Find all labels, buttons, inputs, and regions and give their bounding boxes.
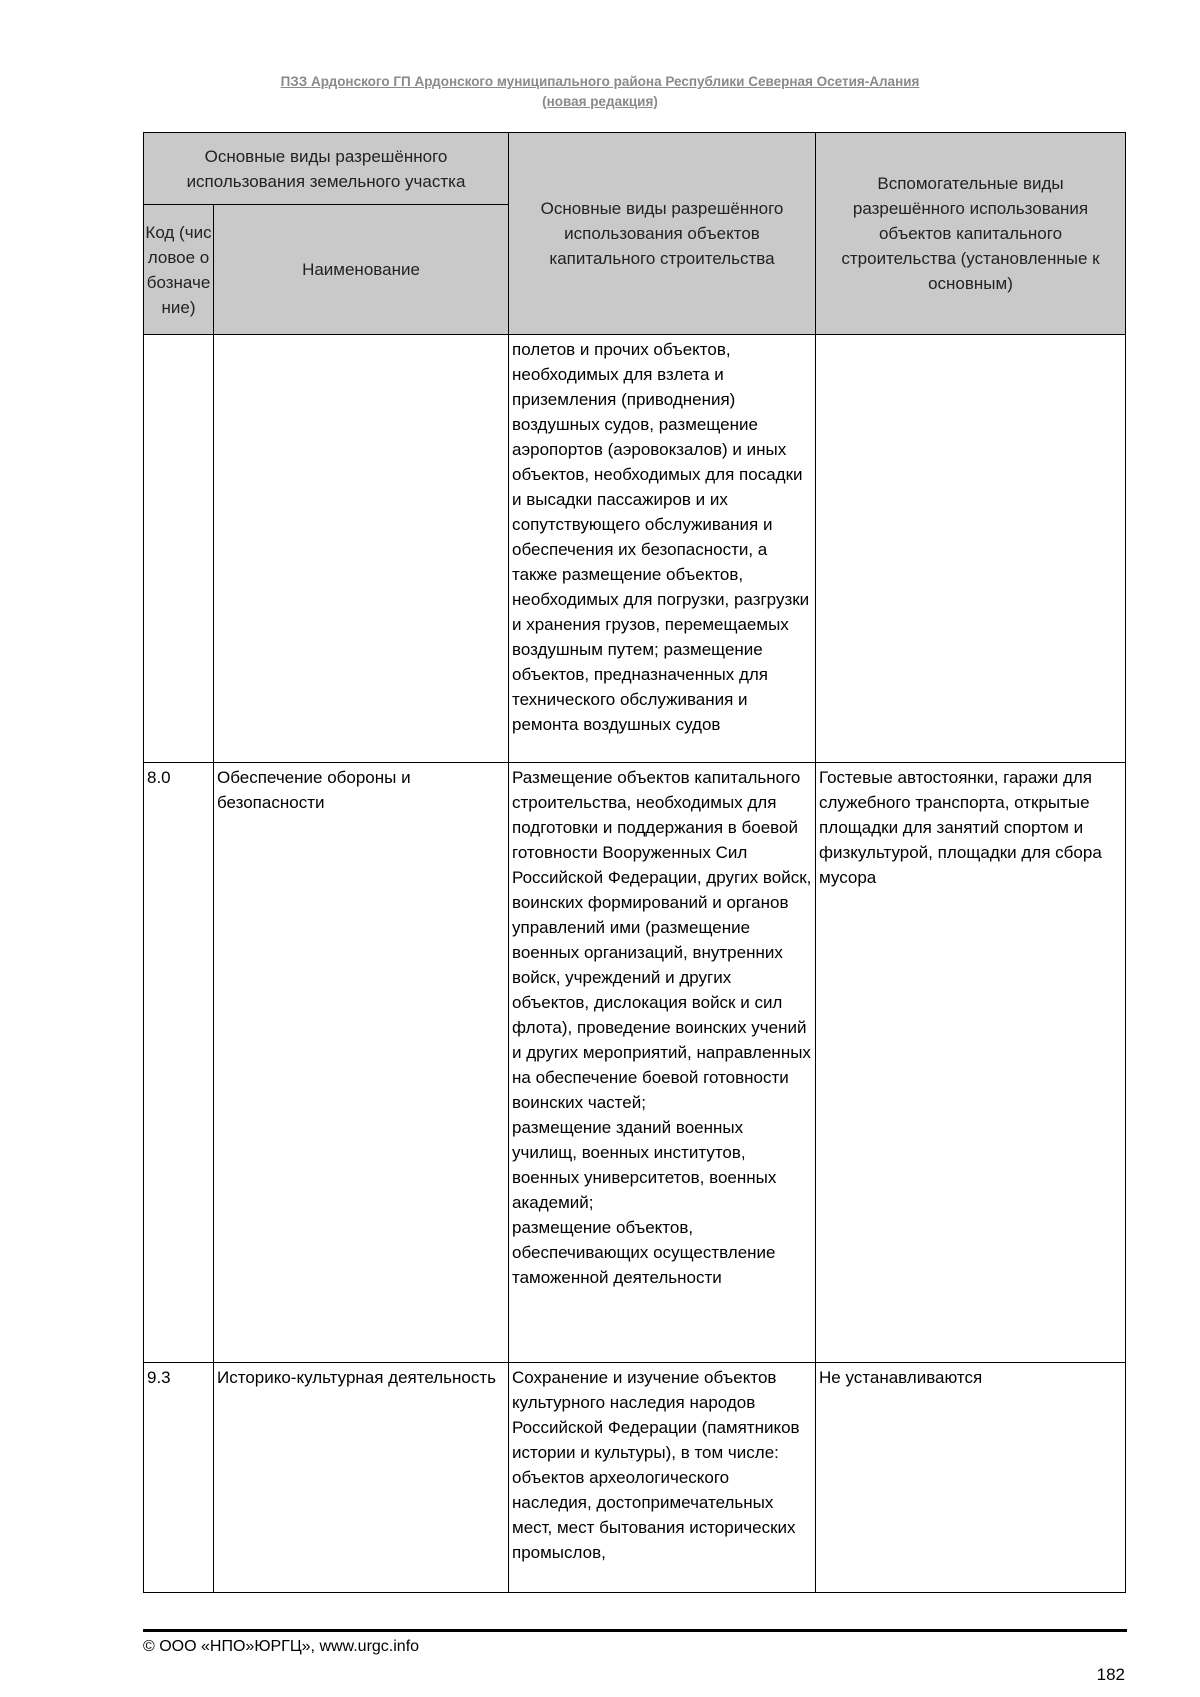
row-name: Обеспечение обороны и безопасности [214, 763, 509, 1363]
row-name: Историко-культурная деятельность [214, 1363, 509, 1593]
row-aux-uses [816, 335, 1126, 763]
zoning-table [143, 132, 1126, 1593]
header-name: Наименование [214, 205, 509, 335]
row-main-uses: Сохранение и изучение объектов культурного наследия народов Российской Федерации (памятников истории и культуры), в том числе: объектов археологического наследия, достопримечательных мест, мест бытования исторических промыслов, [509, 1363, 816, 1593]
footer-divider [143, 1629, 1127, 1632]
row-code: 9.3 [144, 1363, 214, 1593]
page-number: 182 [1096, 1665, 1125, 1684]
header-code: Код (числовое обозначение) [144, 205, 214, 335]
footer-copyright: © ООО «НПО»ЮРГЦ», www.urgc.info [143, 1638, 420, 1655]
row-name [214, 335, 509, 763]
header-title: ПЗЗ Ардонского ГП Ардонского муниципального района Республики Северная Осетия-Алания [280, 74, 920, 89]
row-code: 8.0 [144, 763, 214, 1363]
table-row [144, 335, 1126, 763]
table-row [144, 763, 1126, 1363]
table-row [144, 1363, 1126, 1593]
row-main-uses: полетов и прочих объектов, необходимых для взлета и приземления (приводнения) воздушных судов, размещение аэропортов (аэровокзалов) и иных объектов, необходимых для посадки и высадки пассажиров и их сопутствующего обслуживания и обеспечения их безопасности, а также размещение объектов, необходимых для погрузки, разгрузки и хранения грузов, перемещаемых воздушным путем; размещение объектов, предназначенных для технического обслуживания и ремонта воздушных судов [509, 335, 816, 763]
row-main-uses: Размещение объектов капитального строительства, необходимых для подготовки и поддержания в боевой готовности Вооруженных Сил Российской Федерации, других войск, воинских формирований и органов управлений ими (размещение военных организаций, внутренних войск, учреждений и других объектов, дислокация войск и сил флота), проведение воинских учений и других мероприятий, направленных на обеспечение боевой готовности воинских частей; размещение зданий военных училищ, военных институтов, военных университетов, военных академий; размещение объектов, обеспечивающих осуществление таможенной деятельности [509, 763, 816, 1363]
header-aux-uses: Вспомогательные виды разрешённого использования объектов капитального строительства (установленные к основным) [816, 133, 1126, 335]
header-group-cell: Основные виды разрешённого использования земельного участка [144, 133, 509, 205]
row-code [144, 335, 214, 763]
document-header [0, 72, 1200, 112]
row-aux-uses: Гостевые автостоянки, гаражи для служебного транспорта, открытые площадки для занятий спортом и физкультурой, площадки для сбора мусора [816, 763, 1126, 1363]
header-subtitle: (новая редакция) [542, 94, 658, 109]
row-aux-uses: Не устанавливаются [816, 1363, 1126, 1593]
header-main-uses: Основные виды разрешённого использования объектов капитального строительства [509, 133, 816, 335]
